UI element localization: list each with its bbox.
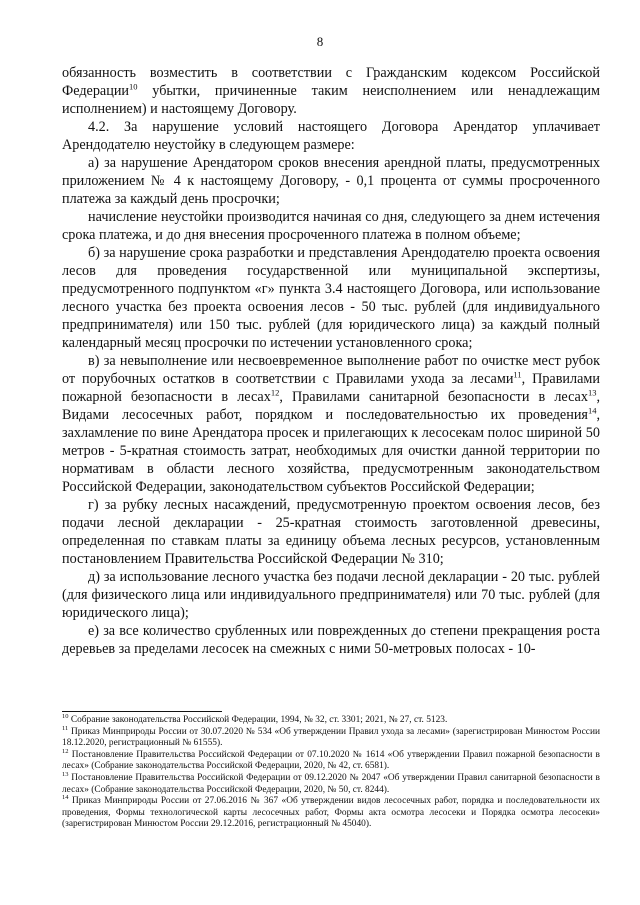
footnote-text: Постановление Правительства Российской Федерации от 09.12.2020 № 2047 «Об утверждении Правил санитарной безопасности в лесах» (Собрание законодательства Российской Федерации, 2020, № 50, ст. 8244).	[62, 772, 600, 795]
paragraph-text: убытки, причиненные таким неисполнением или ненадлежащим исполнением) и настоящему Договору.	[62, 83, 600, 117]
paragraph-text: а) за нарушение Арендатором сроков внесения арендной платы, предусмотренных приложением № 4 к настоящему Договору, - 0,1 процента от суммы просроченного платежа за каждый день просрочки;	[62, 155, 600, 207]
paragraph-text: , Правилами пожарной безопасности в лесах	[62, 371, 600, 405]
paragraph-text: , Правилами санитарной безопасности в лесах	[279, 389, 588, 405]
paragraph-v	[62, 352, 600, 496]
paragraph-e	[62, 622, 600, 658]
paragraph-text: в) за невыполнение или несвоевременное выполнение работ по очистке мест рубок от порубочных остатков в соответствии с Правилами ухода за лесами	[62, 353, 600, 387]
paragraph-text: 4.2. За нарушение условий настоящего Договора Арендатор уплачивает Арендодателю неустойку в следующем размере:	[62, 119, 600, 153]
paragraph-4-2	[62, 118, 600, 154]
paragraph-text: , Видами лесосечных работ, порядком и последовательностью их проведения	[62, 389, 600, 423]
footnote-ref: 11	[513, 369, 522, 380]
footnote-text: Постановление Правительства Российской Федерации от 07.10.2020 № 1614 «Об утверждении Правил пожарной безопасности в лесах» (Собрание законодательства Российской Федерации, 2020, № 42, ст. 6581).	[62, 749, 600, 772]
footnote-ref: 13	[587, 387, 597, 398]
footnote-number: 13	[62, 770, 69, 778]
footnote-text: Собрание законодательства Российской Федерации, 1994, № 32, ст. 3301; 2021, № 27, ст. 5123.	[68, 715, 448, 725]
footnote-number: 11	[62, 724, 69, 732]
footnote-text: Приказ Минприроды России от 30.07.2020 № 534 «Об утверждении Правил ухода за лесами» (зарегистрирован Минюстом России 18.12.2020, регистрационный № 61555).	[62, 726, 600, 749]
paragraph-continued	[62, 64, 600, 118]
footnote-ref: 10	[129, 81, 138, 92]
footnote-ref: 14	[587, 405, 597, 416]
paragraph-text: , захламление по вине Арендатора просек и прилегающих к лесосекам полос шириной 50 метров - 5-кратная стоимость затрат, необходимых для очистки данной территории по нормативам в области лесного хозяйства, предусмотренным законодательством Российской Федерации, законодательством субъектов Российской Федерации;	[62, 407, 600, 495]
footnote-13	[62, 770, 600, 796]
paragraph-a-accrual	[62, 208, 600, 244]
page-number: 8	[316, 34, 324, 49]
footnote-12	[62, 747, 600, 773]
paragraph-text: е) за все количество срубленных или поврежденных до степени прекращения роста деревьев за пределами лесосек на смежных с ними 50-метровых полосах - 10-	[62, 623, 600, 657]
footnote-14	[62, 796, 600, 831]
paragraph-text: д) за использование лесного участка без подачи лесной декларации - 20 тыс. рублей (для физического лица или индивидуального предпринимателя) или 70 тыс. рублей (для юридического лица);	[62, 569, 600, 621]
footnote-number: 12	[62, 747, 69, 755]
footnote-10	[62, 712, 600, 727]
footnote-text: Приказ Минприроды России от 27.06.2016 № 367 «Об утверждении видов лесосечных работ, порядка и последовательности их проведения, Формы технологической карты лесосечных работ, Формы акта осмотра лесосеки и Порядка осмотра лесосеки» (зарегистрирован Минюстом России 29.12.2016, регистрационный № 45040).	[62, 796, 600, 830]
paragraph-text: начисление неустойки производится начиная со дня, следующего за днем истечения срока платежа, и до дня внесения просроченного платежа в полном объеме;	[62, 209, 600, 243]
paragraph-d	[62, 568, 600, 622]
footnote-separator	[62, 711, 222, 712]
document-body	[62, 64, 600, 658]
paragraph-g	[62, 496, 600, 568]
footnotes	[62, 712, 600, 831]
paragraph-text: б) за нарушение срока разработки и представления Арендодателю проекта освоения лесов для проведения государственной или муниципальной экспертизы, предусмотренного подпунктом «г» пункта 3.4 настоящего Договора, или использование лесного участка без проекта освоения лесов - 50 тыс. рублей (для индивидуального предпринимателя) или 150 тыс. рублей (для юридического лица) за каждый полный календарный месяц просрочки по истечении установленного срока;	[62, 245, 600, 351]
footnote-ref: 12	[270, 387, 280, 398]
footnote-number: 14	[62, 794, 69, 802]
paragraph-b	[62, 244, 600, 352]
footnote-11	[62, 724, 600, 750]
paragraph-a	[62, 154, 600, 208]
paragraph-text: г) за рубку лесных насаждений, предусмотренную проектом освоения лесов, без подачи лесной декларации - 25-кратная стоимость заготовленной древесины, определенная по ставкам платы за единицу объема лесных ресурсов, установленным постановлением Правительства Российской Федерации № 310;	[62, 497, 600, 567]
footnote-number: 10	[62, 712, 69, 720]
paragraph-text: обязанность возместить в соответствии с Гражданским кодексом Российской Федерации	[62, 65, 600, 99]
